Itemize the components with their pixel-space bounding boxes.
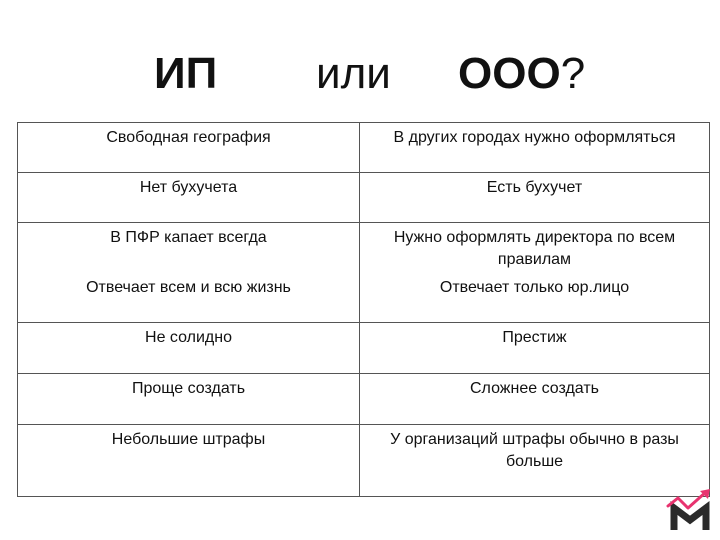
cell-ooo: У организаций штрафы обычно в разы больше (360, 425, 710, 497)
cell-ip: Проще создать (18, 374, 360, 425)
cell-ip: Не солидно (18, 323, 360, 374)
cell-ooo: В других городах нужно оформляться (360, 123, 710, 173)
title-ooo-text: ООО (458, 49, 561, 98)
cell-ip: Небольшие штрафы (18, 425, 360, 497)
cell-ooo: Отвечает только юр.лицо (360, 273, 710, 323)
table-row (18, 374, 710, 425)
cell-ip: Отвечает всем и всю жизнь (18, 273, 360, 323)
title-or: или (316, 49, 391, 98)
cell-ooo: Престиж (360, 323, 710, 374)
cell-ooo: Нужно оформлять директора по всем правилам (360, 223, 710, 273)
table-row (18, 273, 710, 323)
m-logo-icon (666, 488, 714, 532)
table-row (18, 323, 710, 374)
cell-ip: Свободная география (18, 123, 360, 173)
comparison-table (17, 122, 710, 497)
title-question-mark: ? (560, 49, 586, 98)
table-row (18, 123, 710, 173)
cell-ooo: Сложнее создать (360, 374, 710, 425)
title-ip: ИП (154, 49, 218, 98)
table-row (18, 173, 710, 223)
cell-ip: В ПФР капает всегда (18, 223, 360, 273)
logo-m-shape (674, 508, 706, 530)
cell-ooo: Есть бухучет (360, 173, 710, 223)
title-ooo (458, 46, 585, 102)
table-row (18, 223, 710, 273)
table-row (18, 425, 710, 497)
cell-ip: Нет бухучета (18, 173, 360, 223)
